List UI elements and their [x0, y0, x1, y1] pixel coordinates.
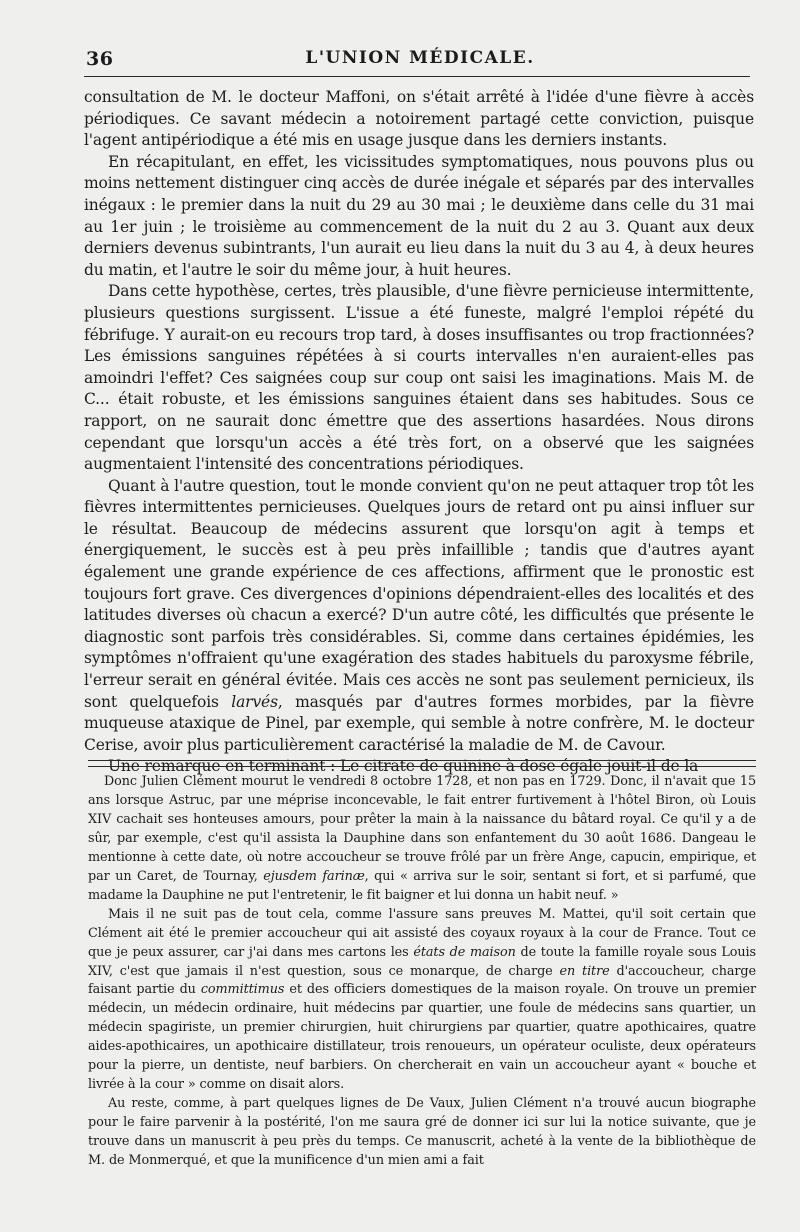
footnote-paragraph — [88, 773, 756, 906]
text-run: Donc Julien Clément mourut le vendredi 8 octobre 1728, et non pas en 1729. Donc, il n'avait que 15 ans lorsque Astruc, par une méprise inconcevable, le fait entrer furtivement à l'hôtel Biron, où Louis XIV cachait ses honteuses amours, pour prêter la main à la naissance du bâtard royal. Ce qu'il y a de sûr, par exemple, c'est qu'il assista la Dauphine dans son enfantement du 30 août 1686. Dangeau le mentionne à cette date, où notre accoucheur se trouve frôlé par un frère Ange, capucin, empirique, et par un Caret, de Tournay, — [88, 774, 756, 884]
italic-text: larvés — [231, 692, 278, 711]
paragraph — [84, 87, 754, 152]
italic-text: ejusdem farinæ — [263, 868, 365, 884]
text-run: , masqués par d'autres formes morbides, par la fièvre muqueuse ataxique de Pinel, par exemple, qui semble à notre confrère, M. le docteur Cerise, avoir plus particulièrement caractérisé la maladie de M. de Cavour. — [84, 692, 754, 754]
footnote-paragraph — [88, 1095, 756, 1171]
text-run: Une remarque en terminant : Le citrate de quinine à dose égale jouit-il de la — [108, 757, 699, 776]
paragraph — [84, 281, 754, 475]
footnote-separator — [88, 760, 756, 767]
text-run: Quant à l'autre question, tout le monde convient qu'on ne peut attaquer trop tôt les fièvres intermittentes pernicieuses. Quelques jours de retard ont pu ainsi influer sur le résultat. Beaucoup de médecins assurent que lorsqu'on agit à temps et énergiquement, le succès est à peu près infaillible ; tandis que d'autres ayant également une grande expérience de ces affections, affirment que le pronostic est toujours fort grave. Ces divergences d'opinions dépendraient-elles des localités et des latitudes diverses où chacun a exercé? D'un autre côté, les difficultés que présente le diagnostic sont parfois très considérables. Si, comme dans certaines épidémies, les symptômes n'offraient qu'une exagération des stades habituels du paroxysme fébrile, l'erreur serait en général évitée. Mais ces accès ne sont pas seulement pernicieux, ils sont quelquefois — [84, 476, 754, 711]
main-text — [84, 87, 754, 778]
footnotes — [88, 773, 756, 1171]
footnote-paragraph — [88, 906, 756, 1096]
text-run: d'accoucheur, charge faisant partie du — [88, 963, 756, 998]
text-run: , qui « arriva sur le soir, sentant si fort, et si parfumé, que madame la Dauphine ne put l'entretenir, le fit baigner et lui donna un habit neuf. » — [88, 868, 756, 903]
text-run: Dans cette hypothèse, certes, très plausible, d'une fièvre pernicieuse intermittente, plusieurs questions surgissent. L'issue a été funeste, malgré l'emploi répété du fébrifuge. Y aurait-on eu recours trop tard, à doses insuffisantes ou trop fractionnées? Les émissions sanguines répétées à si courts intervalles n'en auraient-elles pas amoindri l'effet? Ces saignées coup sur coup ont saisi les imaginations. Mais M. de C... était robuste, et les émissions sanguines étaient dans ses habitudes. Sous ce rapport, on ne saurait donc émettre que des assertions hasardées. Nous dirons cependant que lorsqu'un accès a été très fort, on a observé que les saignées augmentaient l'intensité des concentrations périodiques. — [84, 282, 754, 474]
text-run: Au reste, comme, à part quelques lignes de De Vaux, Julien Clément n'a trouvé aucun biographe pour le faire parvenir à la postérité, l'on me saura gré de donner ici sur lui la notice suivante, que je trouve dans un manuscrit à peu près du temps. Ce manuscrit, acheté à la vente de la bibliothèque de M. de Monmerqué, et que la munificence d'un mien ami a fait — [88, 1096, 756, 1169]
text-run: et des officiers domestiques de la maison royale. On trouve un premier médecin, un médecin ordinaire, huit médecins par quartier, une foule de médecins sans quartier, un médecin spagiriste, un premier chirurgien, huit chirurgiens par quartier, quatre apothicaires, quatre aides-apothicaires, un apothicaire distillateur, trois renoueurs, un opérateur oculiste, deux opérateurs pour la pierre, un dentiste, neuf barbiers. On chercherait en vain un accoucheur ayant « bouche et livrée à la cour » comme on disait alors. — [88, 982, 756, 1093]
italic-text: en titre — [559, 963, 610, 979]
italic-text: committimus — [200, 982, 285, 998]
header-rule — [84, 76, 750, 77]
paragraph — [84, 476, 754, 757]
italic-text: états de maison — [413, 944, 516, 960]
text-run: de toute la famille royale sous Louis XIV, c'est que jamais il n'est question, sous ce monarque, de charge — [88, 944, 756, 979]
text-run: consultation de M. le docteur Maffoni, on s'était arrêté à l'idée d'une fièvre à accès périodiques. Ce savant médecin a notoirement partagé cette conviction, puisque l'agent antipériodique a été mis en usage jusque dans les derniers instants. — [84, 88, 754, 150]
page-header — [84, 44, 756, 74]
page-number: 36 — [86, 48, 114, 70]
text-run: En récapitulant, en effet, les vicissitudes symptomatiques, nous pouvons plus ou moins nettement distinguer cinq accès de durée inégale et séparés par des intervalles inégaux : le premier dans la nuit du 29 au 30 mai ; le deuxième dans celle du 31 mai au 1er juin ; le troisième au commencement de la nuit du 2 au 3. Quant aux deux derniers devenus subintrants, l'un aurait eu lieu dans la nuit du 3 au 4, à deux heures du matin, et l'autre le soir du même jour, à huit heures. — [84, 152, 754, 279]
text-run: Mais il ne suit pas de tout cela, comme l'assure sans preuves M. Mattei, qu'il soit certain que Clément ait été le premier accoucheur qui ait assisté des coyaux royaux à la cour de France. Tout ce que je peux assurer, car j'ai dans mes cartons les — [88, 906, 756, 960]
paragraph — [84, 152, 754, 282]
running-title: L'UNION MÉDICALE. — [305, 48, 535, 68]
